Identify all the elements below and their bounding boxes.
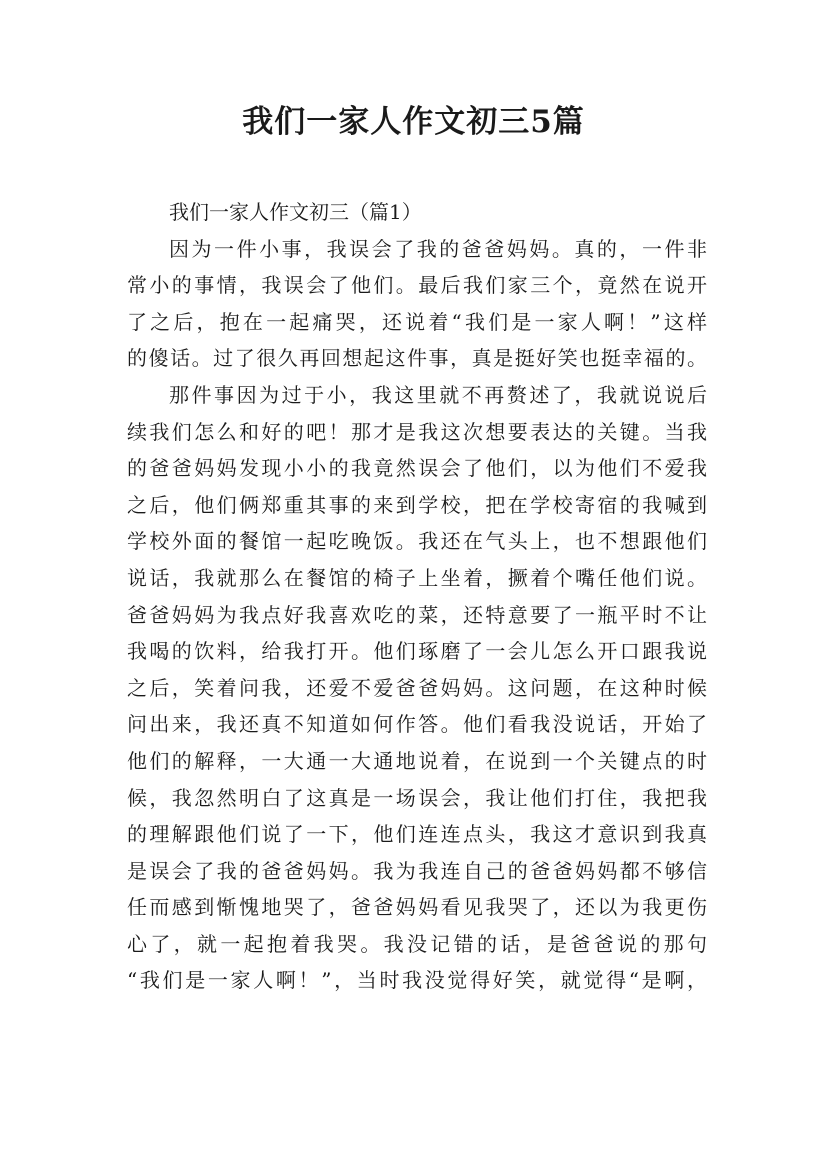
paragraph-line: 是误会了我的爸爸妈妈。我为我连自己的爸爸妈妈都不够信	[127, 858, 707, 883]
paragraph-line: 任而感到惭愧地哭了，爸爸妈妈看见我哭了，还以为我更伤	[127, 895, 707, 920]
paragraph-line: 他们的解释，一大通一大通地说着，在说到一个关键点的时	[127, 748, 707, 773]
paragraph	[127, 231, 707, 377]
paragraph-line: 那件事因为过于小，我这里就不再赘述了，我就说说后	[169, 382, 707, 407]
section-heading: 我们一家人作文初三（篇1）	[169, 200, 422, 224]
paragraph-line: 说话，我就那么在餐馆的椅子上坐着，撅着个嘴任他们说。	[127, 565, 707, 590]
paragraph-line: 因为一件小事，我误会了我的爸爸妈妈。真的，一件非	[169, 236, 707, 261]
paragraph	[127, 377, 707, 999]
paragraph-line: 之后，他们俩郑重其事的来到学校，把在学校寄宿的我喊到	[127, 492, 707, 517]
paragraph-line: 的爸爸妈妈发现小小的我竟然误会了他们，以为他们不爱我	[127, 456, 707, 481]
paragraph-line: 之后，笑着问我，还爱不爱爸爸妈妈。这问题，在这种时候	[127, 675, 707, 700]
document-body	[127, 194, 707, 999]
paragraph-line: “我们是一家人啊！”，当时我没觉得好笑，就觉得“是啊，	[127, 968, 707, 993]
paragraph-line: 我喝的饮料，给我打开。他们琢磨了一会儿怎么开口跟我说	[127, 639, 707, 664]
paragraph-line: 学校外面的餐馆一起吃晚饭。我还在气头上，也不想跟他们	[127, 529, 707, 554]
paragraph-line: 问出来，我还真不知道如何作答。他们看我没说话，开始了	[127, 712, 707, 737]
paragraph-line: 心了，就一起抱着我哭。我没记错的话，是爸爸说的那句	[127, 931, 707, 956]
paragraph-line: 常小的事情，我误会了他们。最后我们家三个，竟然在说开	[127, 273, 707, 298]
paragraph-line: 候，我忽然明白了这真是一场误会，我让他们打住，我把我	[127, 785, 707, 810]
paragraph-line: 的理解跟他们说了一下，他们连连点头，我这才意识到我真	[127, 822, 707, 847]
paragraph-line: 的傻话。过了很久再回想起这件事，真是挺好笑也挺幸福的。	[127, 346, 707, 371]
paragraph-line: 了之后，抱在一起痛哭，还说着“我们是一家人啊！”这样	[127, 309, 707, 334]
paragraph-line: 爸爸妈妈为我点好我喜欢吃的菜，还特意要了一瓶平时不让	[127, 602, 707, 627]
paragraph-line: 续我们怎么和好的吧！那才是我这次想要表达的关键。当我	[127, 419, 707, 444]
document-title: 我们一家人作文初三5篇	[242, 104, 585, 140]
